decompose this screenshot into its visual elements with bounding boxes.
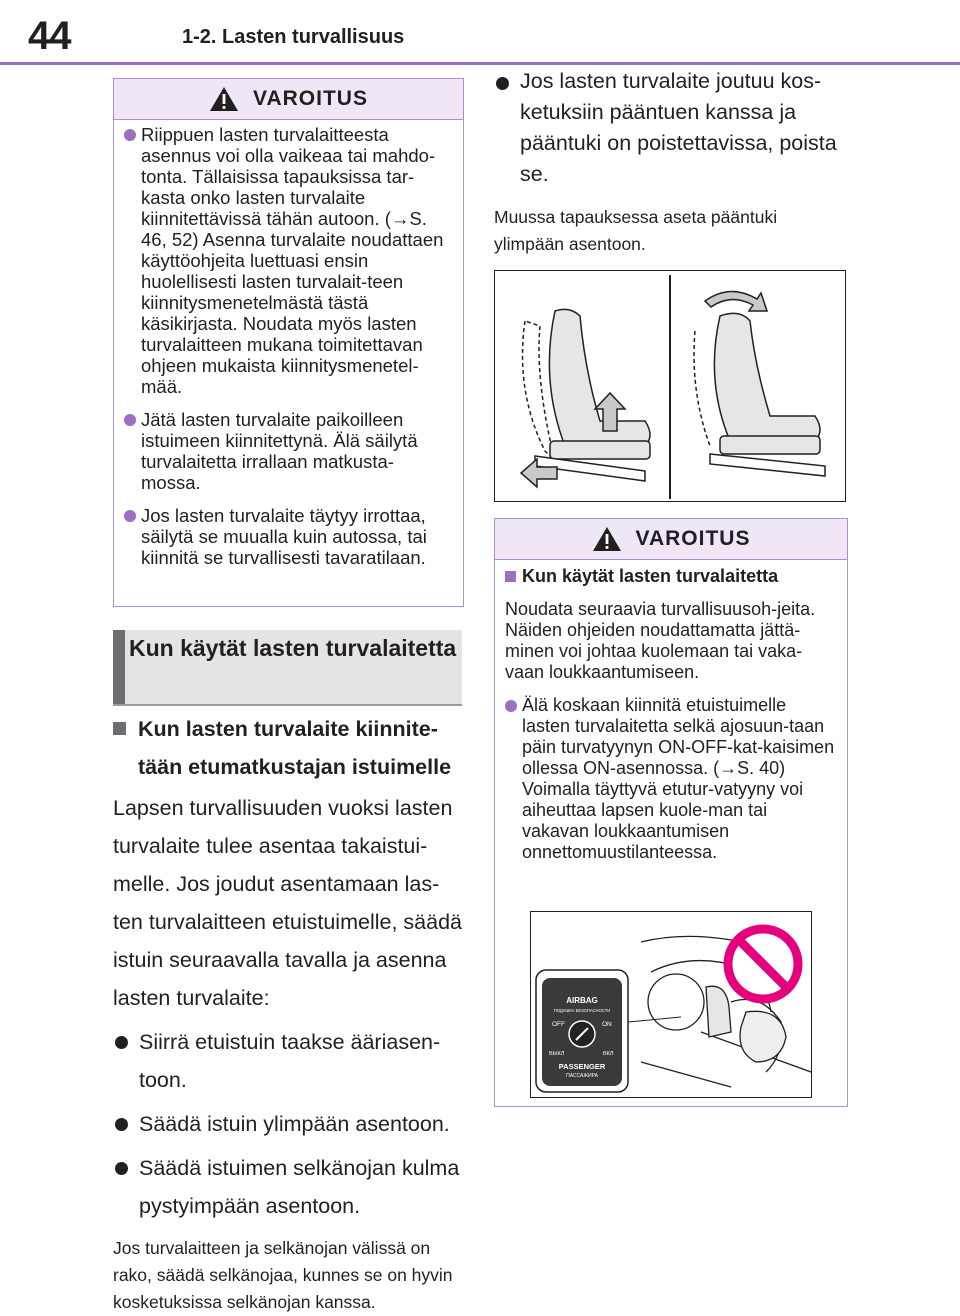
prohibition-sign-icon [728,929,798,999]
list-item-text: Jos lasten turvalaite joutuu kos-ketuksiin pääntuen kanssa ja pääntuki on poistettavissa, poista se. [520,69,837,186]
left-column [113,710,465,1316]
bullet-dot-icon [124,414,136,426]
square-bullet-icon [505,571,516,582]
warning-triangle-icon [592,526,622,552]
subheading-text: Kun lasten turvalaite kiinnite-tään etumatkustajan istuimelle [138,717,452,779]
recline-arrow-icon [705,291,767,311]
list-item [113,1149,465,1225]
switch-pointer-line [628,1017,681,1022]
on-label-ru: ВКЛ [603,1051,614,1057]
child-seat [706,986,731,1037]
passenger-label-ru: ПАССАЖИРА [566,1073,598,1079]
warning-header [495,519,847,560]
right-column-text [494,66,839,258]
warning-paragraph: Noudata seuraavia turvallisuusoh-jeita. [505,599,816,619]
warning-subheading-text: Kun käytät lasten turvalaitetta [522,566,779,586]
bullet-dot-icon [124,510,136,522]
airbag-illustration [531,912,811,1097]
airbag-label: AIRBAG [566,996,598,1005]
warning-bullet [124,505,453,568]
list-item [113,1105,465,1143]
list-item-text: Siirrä etuistuin taakse ääriasen-toon. [139,1030,441,1092]
section-title: 1-2. Lasten turvallisuus [182,26,405,48]
list-item-text: Säädä istuin ylimpään asentoon. [139,1112,450,1136]
airbag-figure [530,911,812,1098]
seat-right [694,313,825,476]
subheading [113,710,465,786]
on-label: ON [602,1021,612,1028]
airbag-label-ru: ПОДУШКА БЕЗОПАСНОСТИ [553,1008,611,1013]
warning-header [114,79,463,120]
warning-bullet-text: Älä koskaan kiinnitä etuistuimelle lasten turvalaitetta selkä ajosuun-taan päin turvatyynyn ON-OFF-kat-kaisimen ollessa ON-asennossa. (→S. 40) Voimalla täyttyvä etutur-vatyyny voi aiheuttaa lapsen kuole-man tai vakavan loukkaantumisen onnettomuustilanteessa. [522,695,835,862]
list-item [113,1023,465,1099]
bullet-dot-icon [115,1118,128,1131]
seat-left [523,309,651,481]
bullet-dot-icon [505,700,517,712]
warning-triangle-icon [209,86,239,112]
warning-title: VAROITUS [253,87,368,110]
warning-box-2 [494,518,848,1107]
seat-adjustment-figure [494,270,846,502]
bullet-dot-icon [124,129,136,141]
note-paragraph: Jos turvalaitteen ja selkänojan välissä on rako, säädä selkänojaa, kunnes se on hyvin kosketuksissa selkänojan kanssa. [113,1238,453,1312]
bullet-dot-icon [496,77,509,90]
off-label-ru: ВЫКЛ [549,1051,565,1057]
off-label: OFF [552,1021,565,1028]
seat-illustration [495,271,845,501]
section-heading: Kun käytät lasten turvalaitetta [113,630,462,704]
intro-paragraph: Lapsen turvallisuuden vuoksi lasten turvalaite tulee asentaa takaistui-melle. Jos joudut asentamaan las-ten turvalaitteen etuistuimelle, säädä istuin seuraavalla tavalla ja asenna lasten turvalaite: [113,796,462,1010]
warning-bullet [505,695,837,863]
warning-bullet-text: Riippuen lasten turvalaitteesta asennus voi olla vaikeaa tai mahdo-tonta. Tällaisissa tapauksissa tar-kasta onko lasten turvalaite kiinnitettävissä tähän autoon. (→S. 46, 52) Asenna turvalaite noudattaen käyttöohjeita luettuasi ensin huolellisesti lasten turvalait-teen kiinnitysmenetelmästä tästä käsikirjasta. Noudata myös lasten turvalaitteen mukana toimitettavan ohjeen mukaista kiinnitysmenetel-mää. [141,124,444,397]
bullet-dot-icon [115,1162,128,1175]
heading-underline [113,704,462,706]
passenger-label: PASSENGER [558,1062,606,1071]
warning-title: VAROITUS [635,527,751,550]
warning-bullet-text: Jos lasten turvalaite täytyy irrottaa, säilytä se muualla kuin autossa, tai kiinnitä se turvallisesti tavaratilaan. [141,505,427,568]
warning-box-1 [113,78,464,607]
header-divider [0,62,960,65]
warning-subheading [505,566,837,587]
list-item-text: Säädä istuimen selkänojan kulma pystyimpään asentoon. [139,1156,460,1218]
warning-bullet [124,409,453,493]
warning-bullet [124,124,453,397]
warning-bullet-text: Jätä lasten turvalaite paikoilleen istuimeen kiinnitettynä. Älä säilytä turvalaitetta irrallaan matkusta-mossa. [141,409,418,493]
note-paragraph: Muussa tapauksessa aseta pääntuki ylimpään asentoon. [494,207,778,254]
list-item [494,66,839,190]
warning-paragraph: Näiden ohjeiden noudattamatta jättä-minen voi johtaa kuolemaan tai vaka-vaan loukkaantumiseen. [505,620,803,682]
square-bullet-icon [113,722,126,735]
bullet-dot-icon [115,1036,128,1049]
page-number: 44 [28,14,71,58]
